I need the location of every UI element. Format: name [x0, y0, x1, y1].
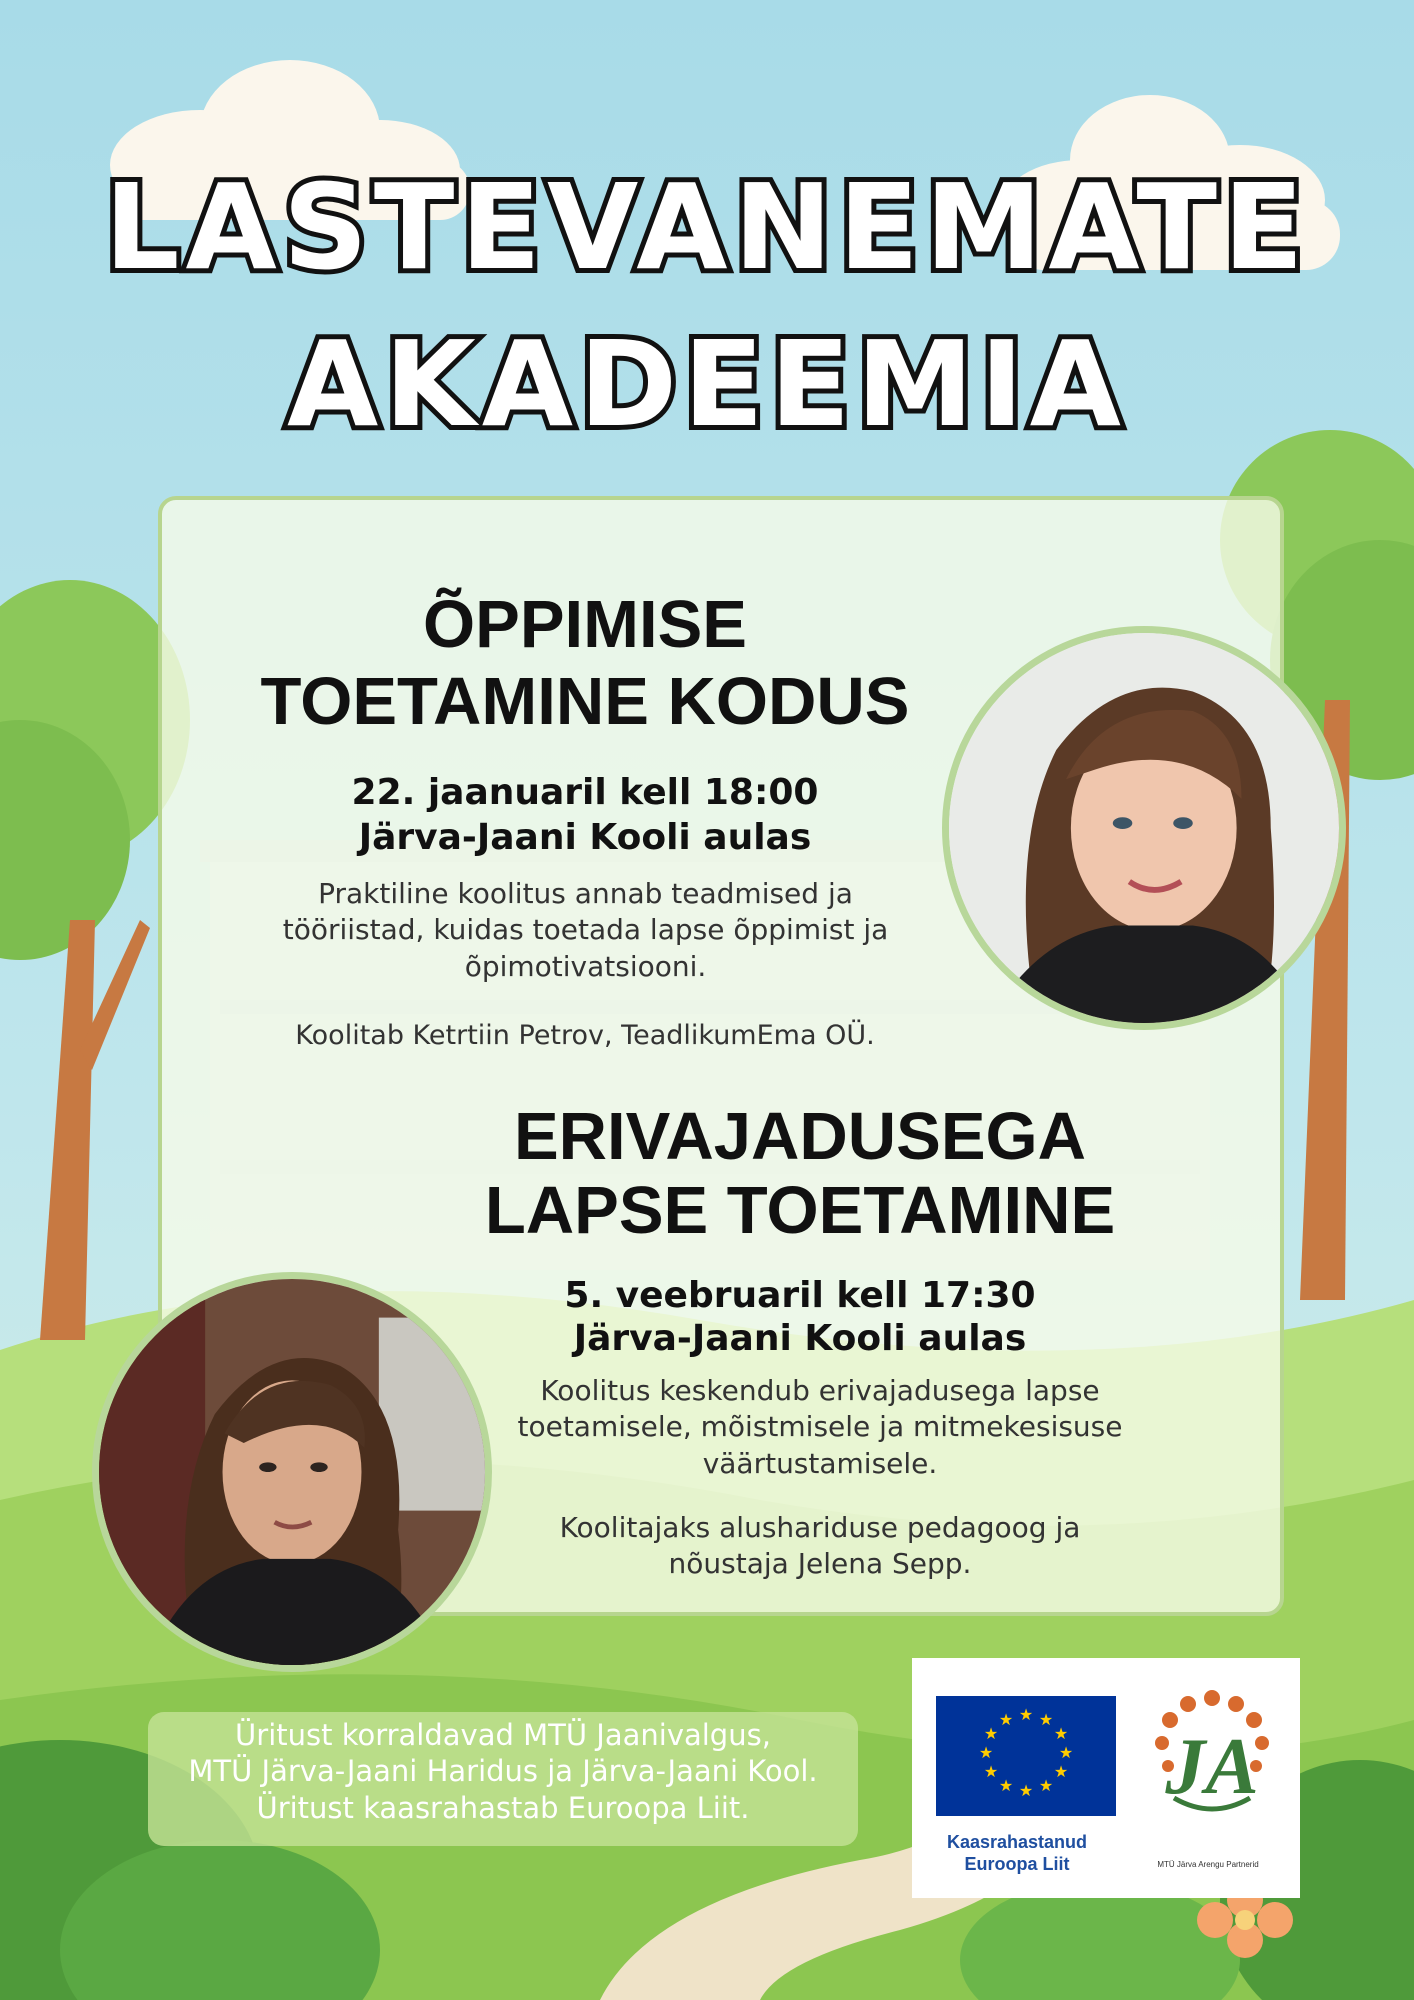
svg-text:JA: JA — [1165, 1723, 1259, 1811]
svg-text:★: ★ — [1058, 1743, 1074, 1762]
event2-title-line-1: ERIVAJADUSEGA — [513, 1099, 1087, 1174]
svg-text:★: ★ — [1038, 1710, 1054, 1729]
eu-flag-icon — [936, 1696, 1116, 1816]
event1-description: Praktiline koolitus annab teadmised ja tööriistad, kuidas toetada lapse õppimist ja õpimotivatsiooni. — [282, 877, 889, 983]
event1-place: Järva-Jaani Kooli aulas — [358, 817, 812, 858]
eu-caption-line-2: Euroopa Liit — [964, 1853, 1070, 1874]
event2-place: Järva-Jaani Kooli aulas — [573, 1318, 1027, 1359]
svg-text:★: ★ — [1038, 1776, 1054, 1795]
svg-text:★: ★ — [1053, 1724, 1069, 1743]
svg-text:★: ★ — [998, 1710, 1014, 1729]
svg-text:★: ★ — [978, 1743, 994, 1762]
event1-title-line-2: TOETAMINE KODUS — [260, 664, 910, 739]
trainer1-photo-illustration — [949, 633, 1339, 1023]
event2-description: Koolitus keskendub erivajadusega lapse toetamisele, mõistmisele ja mitmekesisuse väärtustamisele. — [517, 1374, 1123, 1480]
poster-title-line-2: AKADEEMIA — [287, 315, 1127, 453]
svg-text:★: ★ — [983, 1724, 999, 1743]
organizers-line-3: Üritust kaasrahastab Euroopa Liit. — [256, 1790, 750, 1825]
trainer2-photo-illustration — [99, 1279, 485, 1665]
event1-trainer: Koolitab Ketrtiin Petrov, TeadlikumEma OÜ. — [295, 1020, 875, 1051]
event2-date: 5. veebruaril kell 17:30 — [564, 1275, 1036, 1316]
organizers-line-2: MTÜ Järva-Jaani Haridus ja Järva-Jaani Kool. — [188, 1754, 818, 1789]
eu-caption-line-1: Kaasrahastanud — [946, 1832, 1088, 1852]
trainer2-portrait — [92, 1272, 492, 1672]
ngo-caption: MTÜ Järva Arengu Partnerid — [1157, 1860, 1259, 1869]
event2-trainer: Koolitajaks alushariduse pedagoog ja nõustaja Jelena Sepp. — [559, 1511, 1081, 1581]
svg-text:★: ★ — [983, 1762, 999, 1781]
trainer1-portrait — [942, 626, 1346, 1030]
poster-title-line-1: LASTEVANEMATE — [104, 158, 1310, 296]
event1-date: 22. jaanuaril kell 18:00 — [351, 772, 819, 813]
ngo-logo-icon — [1155, 1690, 1269, 1811]
svg-text:★: ★ — [1018, 1705, 1034, 1724]
svg-text:★: ★ — [1018, 1781, 1034, 1800]
svg-text:★: ★ — [998, 1776, 1014, 1795]
event1-title-line-1: ÕPPIMISE — [423, 587, 747, 662]
eu-caption — [922, 1832, 1112, 1875]
event2-title-line-2: LAPSE TOETAMINE — [484, 1173, 1116, 1248]
organizers-line-1: Üritust korraldavad MTÜ Jaanivalgus, — [235, 1718, 771, 1752]
svg-text:★: ★ — [1053, 1762, 1069, 1781]
organizers-text — [148, 1717, 858, 1826]
